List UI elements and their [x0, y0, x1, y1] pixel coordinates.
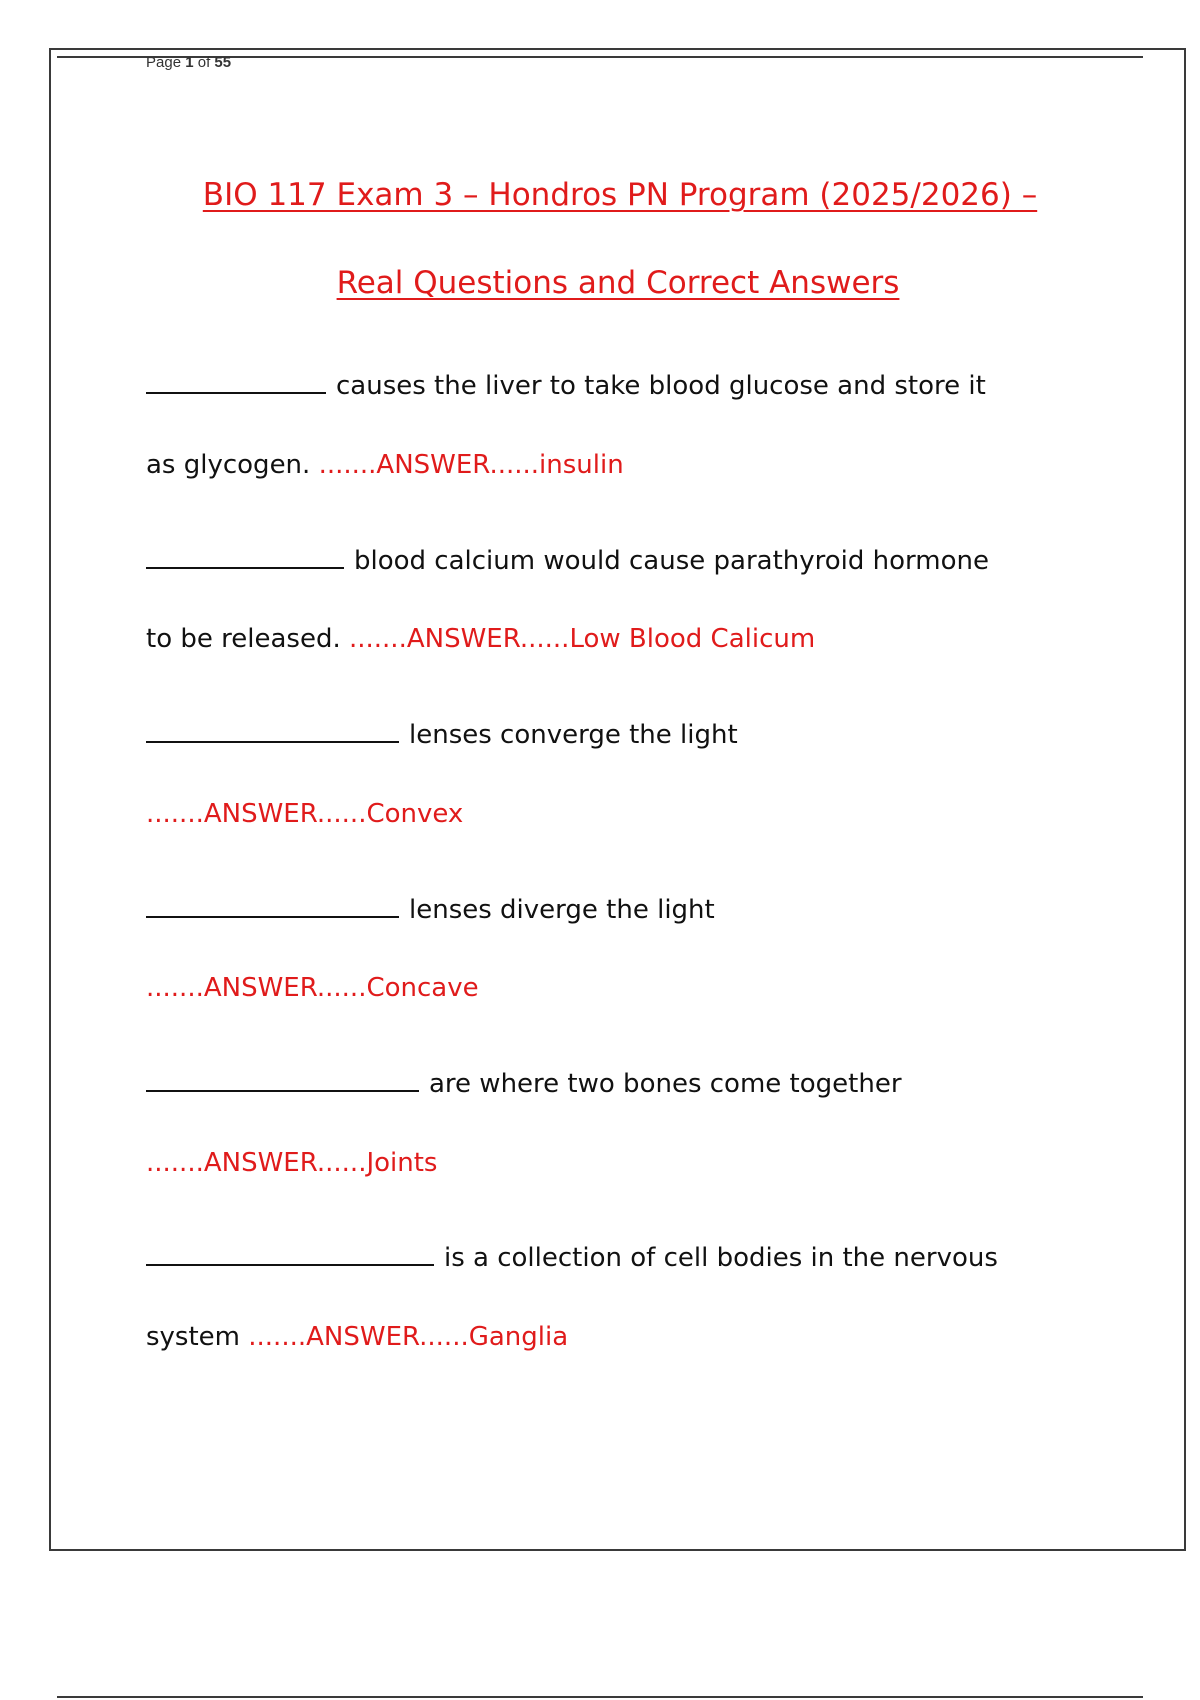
question-6-line-2	[146, 1320, 568, 1354]
question-1-line-2	[146, 448, 624, 482]
question-1-text: causes the liver to take blood glucose and store it	[336, 371, 986, 401]
page-current: 1	[185, 54, 194, 71]
question-2-blank	[146, 543, 344, 569]
footer-rule	[57, 1696, 1143, 1698]
question-2-text-continued: to be released.	[146, 624, 349, 654]
document-title-line-1: BIO 117 Exam 3 – Hondros PN Program (2025/2026) –	[202, 177, 1038, 213]
question-2-text: blood calcium would cause parathyroid hormone	[354, 546, 989, 576]
page-word: Page	[146, 54, 182, 71]
document-title-line-2: Real Questions and Correct Answers	[336, 265, 900, 301]
question-5-blank	[146, 1066, 419, 1092]
question-4-answer: .......ANSWER......Concave	[146, 973, 479, 1003]
question-3-text: lenses converge the light	[409, 720, 738, 750]
question-1-blank	[146, 368, 326, 394]
question-5-text: are where two bones come together	[429, 1069, 902, 1099]
question-1-line-1	[146, 368, 986, 403]
question-2-answer: .......ANSWER......Low Blood Calicum	[348, 624, 816, 654]
question-5-line-2	[146, 1146, 437, 1180]
question-5-answer: .......ANSWER......Joints	[146, 1148, 438, 1178]
question-5-line-1	[146, 1066, 902, 1101]
question-4-line-2	[146, 971, 479, 1005]
question-6-blank	[146, 1240, 434, 1266]
page-number	[146, 54, 231, 72]
question-6-line-1	[146, 1240, 998, 1275]
page-of: of	[197, 54, 211, 71]
question-1-text-continued: as glycogen.	[146, 450, 319, 480]
question-4-text: lenses diverge the light	[409, 895, 715, 925]
page-total: 55	[214, 54, 232, 71]
question-3-line-1	[146, 717, 738, 752]
question-3-answer: .......ANSWER......Convex	[146, 799, 464, 829]
question-1-answer: .......ANSWER......insulin	[318, 450, 624, 480]
question-6-text-continued: system	[146, 1322, 249, 1352]
question-6-answer: .......ANSWER......Ganglia	[248, 1322, 569, 1352]
question-4-blank	[146, 892, 399, 918]
question-2-line-1	[146, 543, 989, 578]
question-4-line-1	[146, 892, 715, 927]
question-3-blank	[146, 717, 399, 743]
question-3-line-2	[146, 797, 463, 831]
question-2-line-2	[146, 622, 815, 656]
question-6-text: is a collection of cell bodies in the nervous	[444, 1243, 998, 1273]
